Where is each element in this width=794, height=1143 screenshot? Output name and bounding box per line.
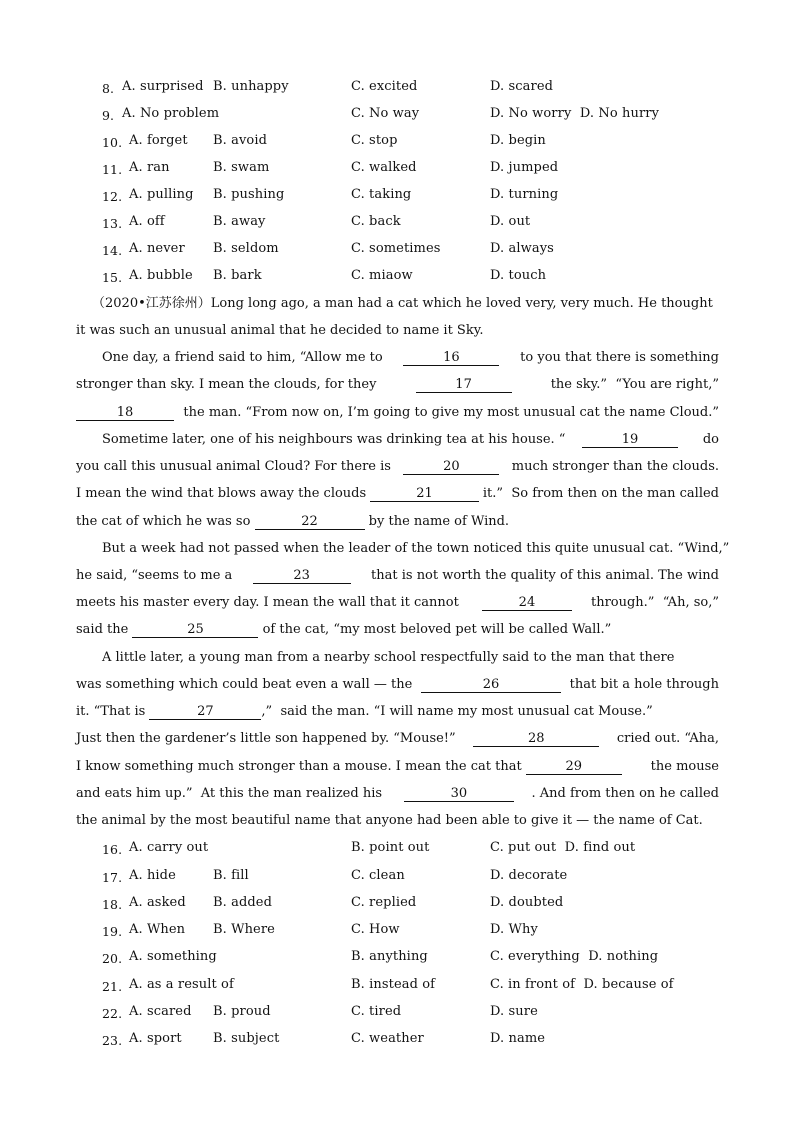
passage-line — [76, 786, 719, 802]
option-a: A. scared — [129, 1004, 192, 1019]
option-c: C. miaow — [351, 268, 413, 283]
option-a: A. sport — [129, 1031, 182, 1046]
option-c: C. tired — [351, 1004, 402, 1019]
option-b: C. No way — [351, 106, 420, 121]
question-number: 16. — [102, 842, 123, 857]
passage-text: A little later, a young man from a nearby school respectfully said to the man that there — [102, 650, 675, 665]
passage-text: stronger than sky. I mean the clouds, for they — [76, 377, 381, 392]
passage-text: to you that there is something — [516, 350, 719, 365]
blank-25: 25 — [132, 623, 258, 638]
blank-30: 30 — [404, 787, 514, 802]
option-b: B. avoid — [213, 133, 268, 148]
blank-22: 22 — [255, 515, 365, 530]
option-d: D. always — [490, 241, 554, 256]
passage-text: and eats him up.” At this the man realized his — [76, 786, 387, 801]
question-23 — [102, 1031, 546, 1143]
option-a: A. No problem — [122, 106, 220, 121]
option-a: A. surprised — [122, 79, 204, 94]
option-c: C. excited — [351, 79, 418, 94]
passage-text: do — [694, 432, 719, 447]
option-b: B. unhappy — [213, 79, 289, 94]
option-c: C. replied — [351, 895, 417, 910]
option-b: B. pushing — [213, 187, 285, 202]
passage-text: the man. “From now on, I’m going to give my most unusual cat the name Cloud.” — [179, 405, 719, 420]
passage-text: But a week had not passed when the leader of the town noticed this quite unusual cat. “Wind,” — [102, 541, 730, 556]
passage-line — [76, 377, 719, 393]
passage-text: you call this unusual animal Cloud? For there is — [76, 459, 396, 474]
option-c: C. clean — [351, 868, 405, 883]
passage-text: Sometime later, one of his neighbours was drinking tea at his house. “ — [102, 432, 566, 447]
option-c: C. taking — [351, 187, 412, 202]
option-c-d: C. put out D. find out — [490, 840, 636, 855]
option-a: A. hide — [129, 868, 176, 883]
blank-18: 18 — [76, 406, 174, 421]
blank-17: 17 — [416, 378, 512, 393]
option-a: A. When — [129, 922, 186, 937]
passage-text: much stronger than the clouds. — [507, 459, 719, 474]
blank-24: 24 — [482, 596, 572, 611]
passage-text: by the name of Wind. — [364, 514, 510, 529]
passage-text: Just then the gardener’s little son happened by. “Mouse!” — [76, 731, 460, 746]
blank-29: 29 — [526, 760, 622, 775]
question-number: 9. — [102, 108, 115, 123]
passage-line — [102, 541, 730, 557]
option-b: B. instead of — [351, 977, 436, 992]
blank-27: 27 — [149, 705, 261, 720]
passage-line — [76, 514, 719, 530]
passage-line — [76, 704, 719, 720]
passage-text: the cat of which he was so — [76, 514, 255, 529]
option-a: A. forget — [129, 133, 188, 148]
option-d: D. doubted — [490, 895, 564, 910]
question-number: 11. — [102, 162, 123, 177]
blank-28: 28 — [473, 732, 599, 747]
blank-19: 19 — [582, 433, 678, 448]
passage-line — [102, 350, 719, 366]
passage-text: . And from then on he called — [531, 786, 719, 801]
blank-26: 26 — [421, 678, 561, 693]
passage-line — [76, 813, 719, 829]
option-c: C. stop — [351, 133, 398, 148]
passage-text: he said, “seems to me a — [76, 568, 237, 583]
blank-20: 20 — [403, 460, 499, 475]
option-a: A. pulling — [129, 187, 194, 202]
option-d: D. scared — [490, 79, 554, 94]
option-d: D. sure — [490, 1004, 538, 1019]
option-b: B. subject — [213, 1031, 280, 1046]
option-c-d: C. in front of D. because of — [490, 977, 674, 992]
passage-line — [76, 459, 719, 475]
blank-23: 23 — [253, 569, 351, 584]
option-b: B. proud — [213, 1004, 271, 1019]
passage-line — [76, 731, 719, 747]
option-c: C. How — [351, 922, 400, 937]
passage-text: it was such an unusual animal that he decided to name it Sky. — [76, 323, 484, 338]
question-number: 21. — [102, 979, 123, 994]
blank-21: 21 — [370, 487, 478, 502]
passage-text: I mean the wind that blows away the clouds — [76, 486, 371, 501]
option-d: D. name — [490, 1031, 546, 1046]
option-a: A. as a result of — [129, 977, 234, 992]
passage-text: I know something much stronger than a mouse. I mean the cat that — [76, 759, 526, 774]
option-d: D. Why — [490, 922, 538, 937]
question-number: 19. — [102, 924, 123, 939]
option-c: C. walked — [351, 160, 417, 175]
question-number: 15. — [102, 270, 123, 285]
passage-line — [102, 650, 719, 666]
option-d: D. jumped — [490, 160, 559, 175]
passage-text: the mouse — [621, 759, 719, 774]
option-a: A. off — [129, 214, 165, 229]
blank-16: 16 — [403, 351, 499, 366]
option-c: C. sometimes — [351, 241, 441, 256]
passage-line — [76, 405, 719, 421]
passage-line — [76, 677, 719, 693]
option-b: B. anything — [351, 949, 428, 964]
option-d: D. turning — [490, 187, 559, 202]
question-number: 10. — [102, 135, 123, 150]
question-number: 14. — [102, 243, 123, 258]
passage-text: that is not worth the quality of this animal. The wind — [366, 568, 719, 583]
passage-text: was something which could beat even a wall — the — [76, 677, 417, 692]
passage-text: cried out. “Aha, — [612, 731, 719, 746]
option-c: C. weather — [351, 1031, 424, 1046]
option-b: B. added — [213, 895, 273, 910]
question-number: 20. — [102, 951, 123, 966]
option-b: B. bark — [213, 268, 262, 283]
option-a: A. carry out — [129, 840, 209, 855]
passage-text: it. “That is — [76, 704, 150, 719]
option-b: B. Where — [213, 922, 275, 937]
passage-text: of the cat, “my most beloved pet will be called Wall.” — [258, 622, 612, 637]
passage-text: One day, a friend said to him, “Allow me to — [102, 350, 387, 365]
option-a: A. ran — [129, 160, 170, 175]
option-b: B. away — [213, 214, 266, 229]
option-a: A. something — [129, 949, 217, 964]
question-number: 8. — [102, 81, 115, 96]
passage-text: it.” So from then on the man called — [478, 486, 719, 501]
option-d: D. begin — [490, 133, 546, 148]
option-b: B. fill — [213, 868, 249, 883]
question-number: 23. — [102, 1033, 123, 1048]
question-number: 17. — [102, 870, 123, 885]
option-b: B. seldom — [213, 241, 279, 256]
question-number: 22. — [102, 1006, 123, 1021]
passage-line — [76, 622, 719, 638]
passage-text: the sky.” “You are right,” — [546, 377, 719, 392]
question-number: 12. — [102, 189, 123, 204]
option-d: D. touch — [490, 268, 547, 283]
question-number: 18. — [102, 897, 123, 912]
option-d: D. decorate — [490, 868, 568, 883]
option-a: A. asked — [129, 895, 186, 910]
passage-text: the animal by the most beautiful name that anyone had been able to give it — the name of Cat. — [76, 813, 703, 828]
option-a: A. bubble — [129, 268, 193, 283]
option-a: A. never — [129, 241, 185, 256]
passage-line — [76, 568, 719, 584]
passage-line — [76, 486, 719, 502]
option-d: D. out — [490, 214, 531, 229]
passage-line — [76, 759, 719, 775]
passage-text: that bit a hole through — [565, 677, 719, 692]
passage-line — [76, 323, 719, 339]
question-number: 13. — [102, 216, 123, 231]
passage-line — [92, 296, 719, 312]
passage-line — [76, 595, 719, 611]
option-b: B. swam — [213, 160, 270, 175]
option-c-d: D. No worry D. No hurry — [490, 106, 660, 121]
passage-text: （2020•江苏徐州）Long long ago, a man had a cat which he loved very, very much. He thought — [92, 296, 713, 311]
passage-text: said the — [76, 622, 133, 637]
option-b: B. point out — [351, 840, 430, 855]
passage-line — [102, 432, 719, 448]
option-c: C. back — [351, 214, 401, 229]
option-c-d: C. everything D. nothing — [490, 949, 659, 964]
passage-text: ,” said the man. “I will name my most unusual cat Mouse.” — [261, 704, 653, 719]
passage-text: through.” “Ah, so,” — [590, 595, 719, 610]
passage-text: meets his master every day. I mean the wall that it cannot — [76, 595, 463, 610]
